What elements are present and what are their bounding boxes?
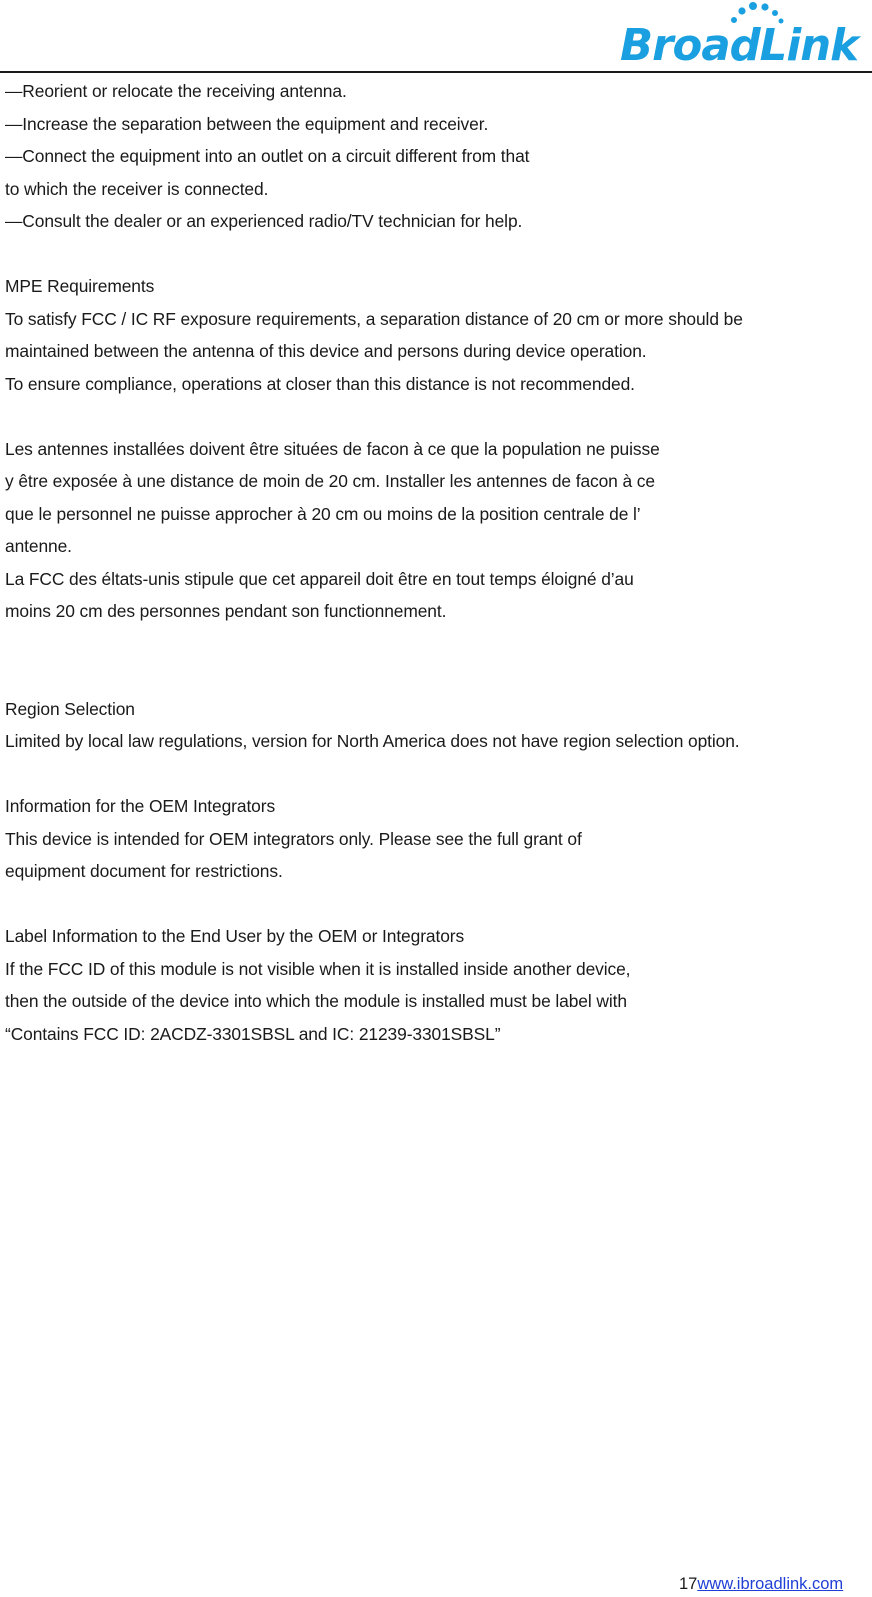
text-line: This device is intended for OEM integrators only. Please see the full grant of (5, 828, 582, 849)
text-line: equipment document for restrictions. (5, 861, 283, 881)
text-line: “Contains FCC ID: 2ACDZ-3301SBSL and IC: 21239-3301SBSL” (5, 1023, 501, 1044)
text-line: If the FCC ID of this module is not visible when it is installed inside another device, (5, 958, 631, 979)
blank-line (5, 888, 870, 921)
text-line: La FCC des éltats-unis stipule que cet appareil doit être en tout temps éloigné d’au (5, 568, 634, 589)
section-heading-mpe: MPE Requirements (5, 276, 155, 296)
blank-line (5, 660, 870, 693)
text-line: —Increase the separation between the equipment and receiver. (5, 113, 489, 134)
page-footer (679, 1573, 843, 1595)
website-link[interactable]: www.ibroadlink.com (697, 1575, 844, 1593)
document-body (5, 75, 870, 1050)
text-line: Limited by local law regulations, version for North America does not have region selection option. (5, 731, 740, 751)
blank-line (5, 400, 870, 433)
text-line: que le personnel ne puisse approcher à 20 cm ou moins de la position centrale de l’ (5, 503, 641, 524)
section-heading-label: Label Information to the End User by the OEM or Integrators (5, 926, 465, 946)
text-line: Les antennes installées doivent être situées de facon à ce que la population ne puisse (5, 438, 660, 459)
blank-line (5, 758, 870, 791)
broadlink-logo (620, 2, 865, 66)
text-line: y être exposée à une distance de moin de 20 cm. Installer les antennes de facon à ce (5, 471, 655, 491)
text-line: —Connect the equipment into an outlet on a circuit different from that (5, 146, 530, 166)
text-line: to which the receiver is connected. (5, 178, 269, 199)
text-line: To ensure compliance, operations at closer than this distance is not recommended. (5, 373, 635, 394)
page-number: 17 (679, 1575, 698, 1593)
text-line: To satisfy FCC / IC RF exposure requirements, a separation distance of 20 cm or more should be (5, 308, 743, 329)
blank-line (5, 238, 870, 271)
page-header (0, 0, 872, 72)
section-heading-region: Region Selection (5, 698, 135, 719)
header-rule (0, 71, 872, 73)
blank-line (5, 628, 870, 661)
text-line: —Consult the dealer or an experienced radio/TV technician for help. (5, 211, 523, 231)
text-line: —Reorient or relocate the receiving antenna. (5, 81, 347, 101)
svg-text:BroadLink: BroadLink (620, 20, 862, 66)
text-line: antenne. (5, 536, 72, 556)
text-line: moins 20 cm des personnes pendant son functionnement. (5, 601, 447, 621)
text-line: then the outside of the device into which the module is installed must be label with (5, 991, 627, 1011)
section-heading-oem: Information for the OEM Integrators (5, 796, 276, 816)
text-line: maintained between the antenna of this device and persons during device operation. (5, 341, 647, 361)
